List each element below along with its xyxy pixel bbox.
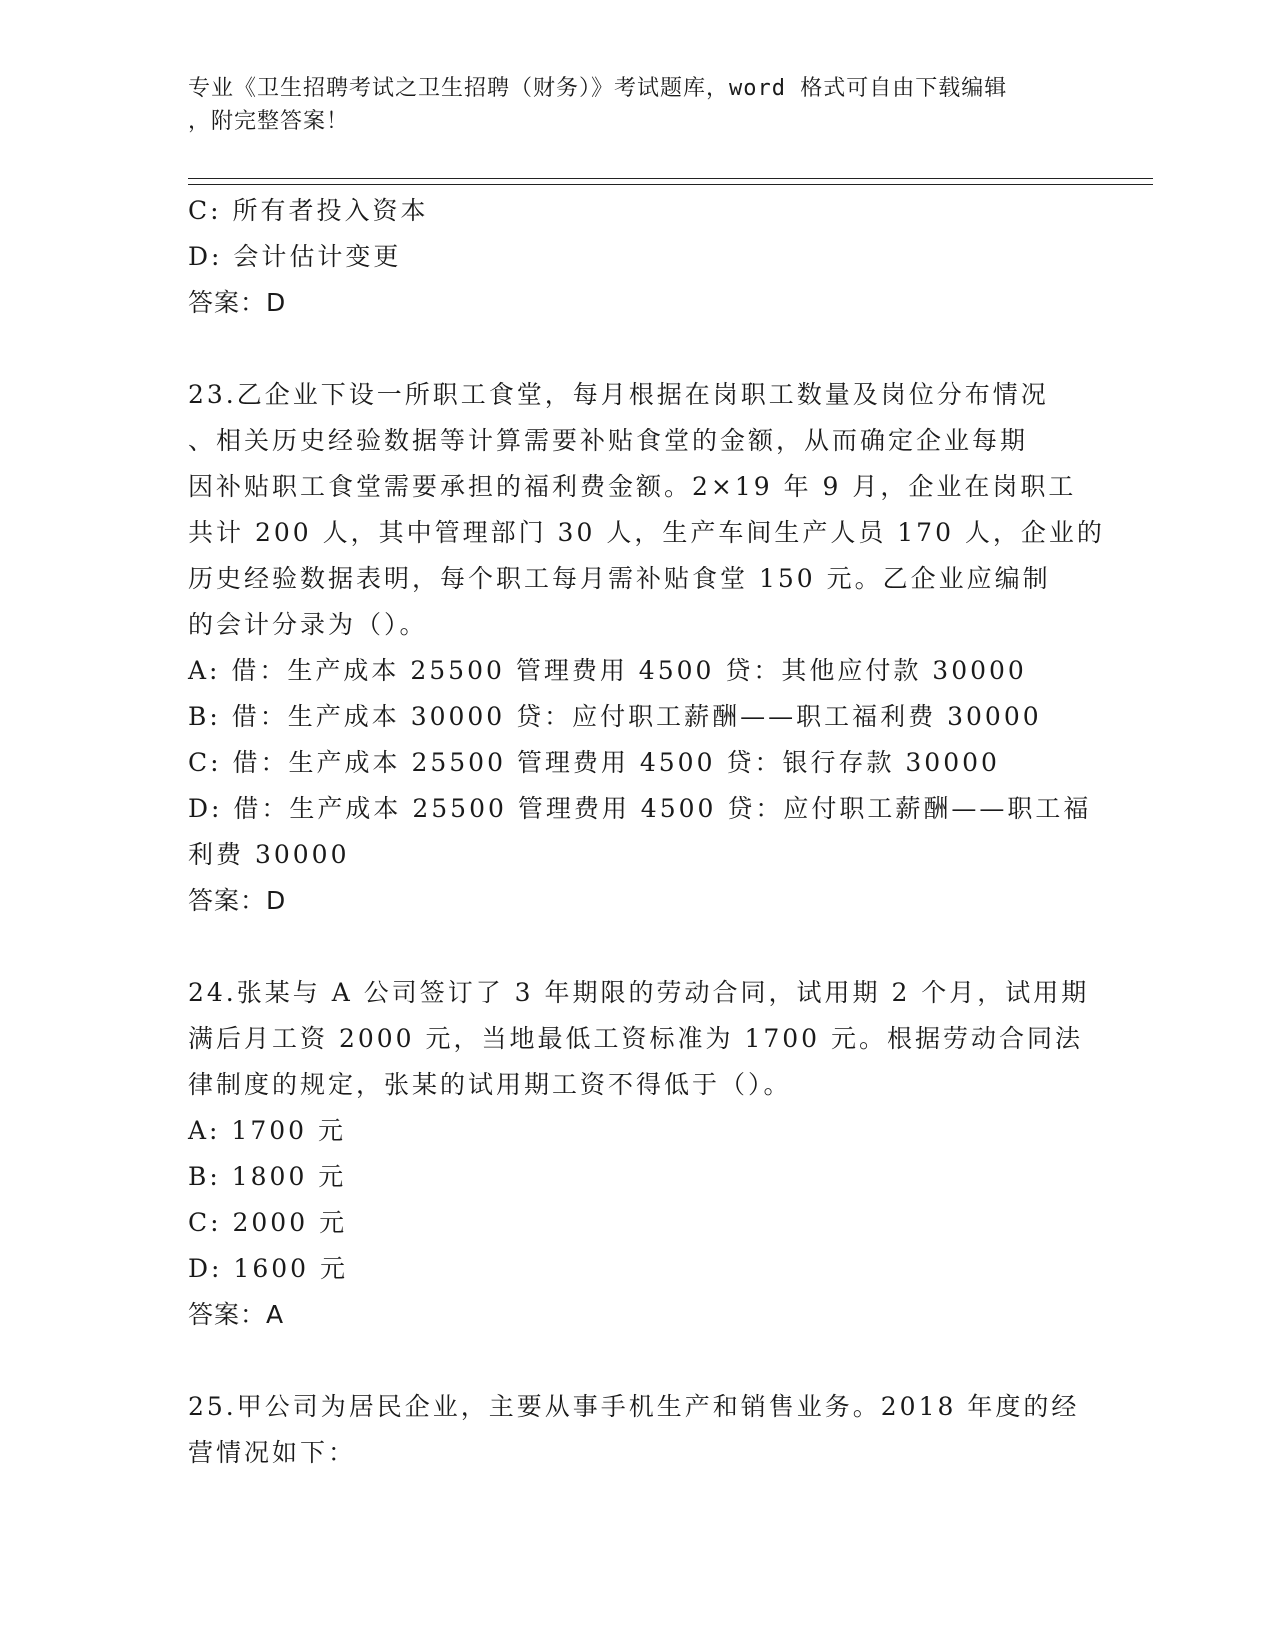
header-line-1: 专业《卫生招聘考试之卫生招聘（财务）》考试题库，word 格式可自由下载编辑: [188, 76, 1008, 101]
q23-option-c: C: 借：生产成本 25500 管理费用 4500 贷：银行存款 30000: [188, 748, 1000, 777]
document-header: [188, 72, 1088, 138]
q23-stem-line-6: 的会计分录为（）。: [188, 610, 428, 639]
q23-stem-line-4: 共计 200 人，其中管理部门 30 人，生产车间生产人员 170 人，企业的: [188, 518, 1105, 547]
header-divider-top: [188, 178, 1153, 179]
q24-answer: 答案：A: [188, 1300, 285, 1329]
q24-option-c: C: 2000 元: [188, 1208, 348, 1237]
q23-stem-line-5: 历史经验数据表明，每个职工每月需补贴食堂 150 元。乙企业应编制: [188, 564, 1051, 593]
spacer: [188, 924, 1088, 970]
q23-option-b: B: 借：生产成本 30000 贷：应付职工薪酬——职工福利费 30000: [188, 702, 1042, 731]
q24-stem-line-2: 满后月工资 2000 元，当地最低工资标准为 1700 元。根据劳动合同法: [188, 1024, 1084, 1053]
q23-option-a: A: 借：生产成本 25500 管理费用 4500 贷：其他应付款 30000: [188, 656, 1027, 685]
q24-option-d: D: 1600 元: [188, 1254, 348, 1283]
header-line-2: ，附完整答案！: [188, 109, 350, 134]
q23-option-d-line-2: 利费 30000: [188, 840, 350, 869]
q23-stem-line-1: 23.乙企业下设一所职工食堂，每月根据在岗职工数量及岗位分布情况: [188, 380, 1049, 409]
q25-stem-line-2: 营情况如下：: [188, 1438, 357, 1467]
q23-stem-line-2: 、相关历史经验数据等计算需要补贴食堂的金额，从而确定企业每期: [188, 426, 1029, 455]
q24-option-b: B: 1800 元: [188, 1162, 347, 1191]
q24-stem-line-1: 24.张某与 A 公司签订了 3 年期限的劳动合同，试用期 2 个月，试用期: [188, 978, 1090, 1007]
q24-option-a: A: 1700 元: [188, 1116, 346, 1145]
header-divider-bottom: [188, 184, 1153, 185]
q23-answer: 答案：D: [188, 886, 287, 915]
prev-answer: 答案：D: [188, 288, 287, 317]
prev-option-c: C: 所有者投入资本: [188, 196, 429, 225]
q23-stem-line-3: 因补贴职工食堂需要承担的福利费金额。2×19 年 9 月，企业在岗职工: [188, 472, 1077, 501]
q25-stem-line-1: 25.甲公司为居民企业，主要从事手机生产和销售业务。2018 年度的经: [188, 1392, 1080, 1421]
prev-option-d: D: 会计估计变更: [188, 242, 402, 271]
spacer: [188, 1338, 1088, 1384]
q23-option-d-line-1: D: 借：生产成本 25500 管理费用 4500 贷：应付职工薪酬——职工福: [188, 794, 1092, 823]
document-body: [188, 188, 1105, 1476]
spacer: [188, 326, 1088, 372]
q24-stem-line-3: 律制度的规定，张某的试用期工资不得低于（）。: [188, 1070, 792, 1099]
